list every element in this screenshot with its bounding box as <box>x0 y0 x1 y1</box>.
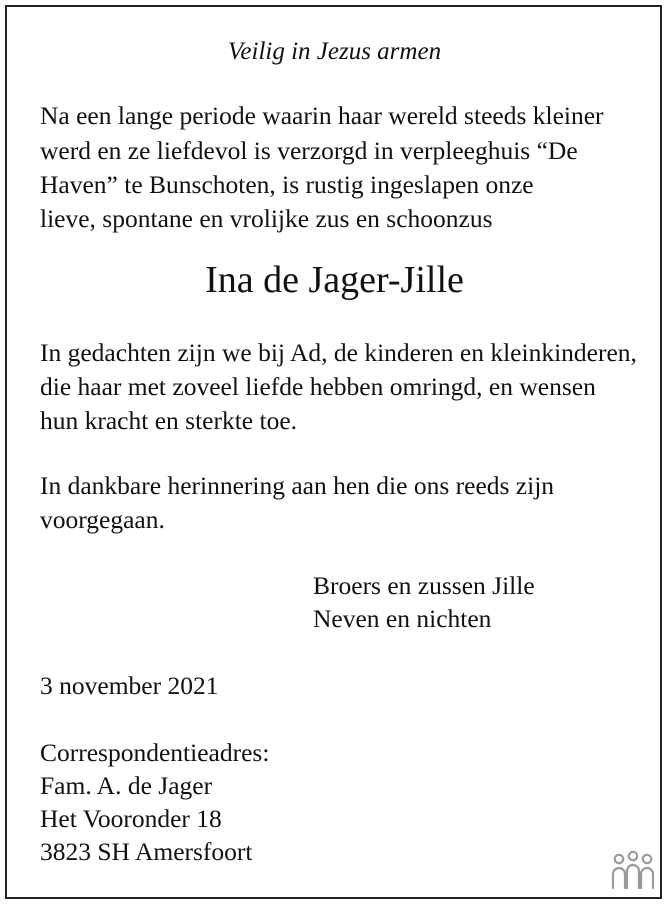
people-group-icon <box>608 850 658 892</box>
intro-line: werd en ze liefdevol is verzorgd in verpleeghuis “De <box>40 136 578 165</box>
correspondence-city: 3823 SH Amersfoort <box>40 837 253 866</box>
remembrance-line: In dankbare herinnering aan hen die ons reeds zijn <box>40 471 555 500</box>
intro-line: lieve, spontane en vrolijke zus en schoonzus <box>40 204 493 233</box>
correspondence-name: Fam. A. de Jager <box>40 771 213 800</box>
intro-line: Na een lange periode waarin haar wereld steeds kleiner <box>40 101 604 130</box>
signatory: Neven en nichten <box>313 604 492 633</box>
motto: Veilig in Jezus armen <box>227 38 442 65</box>
thoughts-line: hun kracht en sterkte toe. <box>40 406 298 435</box>
notice-date: 3 november 2021 <box>40 671 219 700</box>
intro-line: Haven” te Bunschoten, is rustig ingeslapen onze <box>40 170 534 199</box>
correspondence-label: Correspondentieadres: <box>40 738 270 767</box>
signatory: Broers en zussen Jille <box>313 571 535 600</box>
remembrance-line: voorgegaan. <box>40 505 165 534</box>
thoughts-line: In gedachten zijn we bij Ad, de kinderen en kleinkinderen, <box>40 338 637 367</box>
thoughts-line: die haar met zoveel liefde hebben omringd, en wensen <box>40 372 596 401</box>
correspondence-street: Het Vooronder 18 <box>40 804 222 833</box>
deceased-name: Ina de Jager-Jille <box>205 259 464 301</box>
